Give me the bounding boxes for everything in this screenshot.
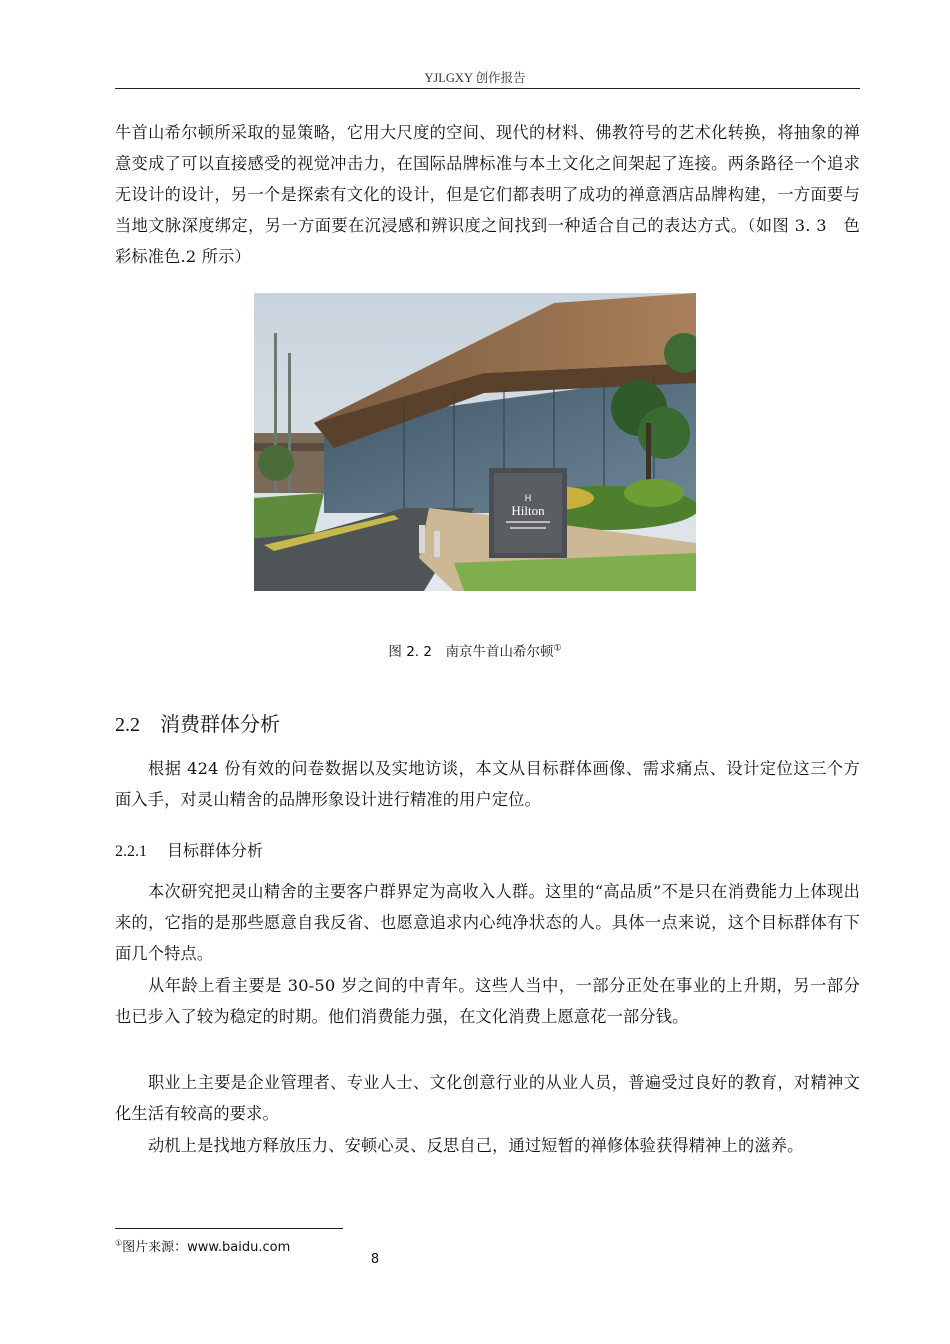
subsection-number: 2.2.1 — [115, 843, 147, 860]
section-title: 消费群体分析 — [160, 712, 280, 736]
footnote-rule — [115, 1228, 343, 1229]
section-2-2-paragraph: 根据 424 份有效的问卷数据以及实地访谈，本文从目标群体画像、需求痛点、设计定位这三个方面入手，对灵山精舍的品牌形象设计进行精准的用户定位。 — [115, 759, 860, 809]
paragraph-motivation: 动机上是找地方释放压力、安顿心灵、反思自己，通过短暂的禅修体验获得精神上的滋养。 — [148, 1136, 804, 1155]
hotel-photo — [254, 293, 696, 591]
paragraph-age: 从年龄上看主要是 30-50 岁之间的中青年。这些人当中，一部分正处在事业的上升期，另一部分也已步入了较为稳定的时期。他们消费能力强，在文化消费上愿意花一部分钱。 — [115, 976, 860, 1026]
header-rule — [115, 88, 860, 89]
paragraph-target-group: 本次研究把灵山精舍的主要客户群界定为高收入人群。这里的“高品质”不是只在消费能力上体现出来的，它指的是那些愿意自我反省、也愿意追求内心纯净状态的人。具体一点来说，这个目标群体有下面几个特点。 — [115, 882, 860, 963]
page-header: YJLGXY 创作报告 — [424, 71, 526, 85]
hilton-sign-text: Hilton — [511, 503, 545, 518]
section-heading-2-2 — [115, 708, 280, 737]
section-number: 2.2 — [115, 714, 140, 736]
page-number: 8 — [370, 1252, 380, 1267]
subsection-title: 目标群体分析 — [167, 841, 264, 860]
footnote-marker: ① — [115, 1238, 123, 1248]
section-heading-2-2-1 — [115, 838, 263, 861]
footnote-text: 图片来源：www.baidu.com — [122, 1240, 291, 1255]
figure-caption-text: 图 2. 2 南京牛首山希尔顿 — [388, 644, 554, 660]
paragraph-occupation: 职业上主要是企业管理者、专业人士、文化创意行业的从业人员，普遍受过良好的教育，对精神文化生活有较高的要求。 — [115, 1073, 860, 1123]
intro-paragraph: 牛首山希尔顿所采取的显策略，它用大尺度的空间、现代的材料、佛教符号的艺术化转换，将抽象的禅意变成了可以直接感受的视觉冲击力，在国际品牌标准与本土文化之间架起了连接。两条路径一个追求无设计的设计，另一个是探索有文化的设计，但是它们都表明了成功的禅意酒店品牌构建，一方面要与当地文脉深度绑定，另一方面要在沉浸感和辨识度之间找到一种适合自己的表达方式。（如图 3. 3 色彩标准色.2 所示） — [115, 123, 860, 266]
footnote-ref: ① — [553, 643, 562, 654]
svg-text:H: H — [524, 493, 532, 503]
figure-caption — [0, 640, 950, 660]
